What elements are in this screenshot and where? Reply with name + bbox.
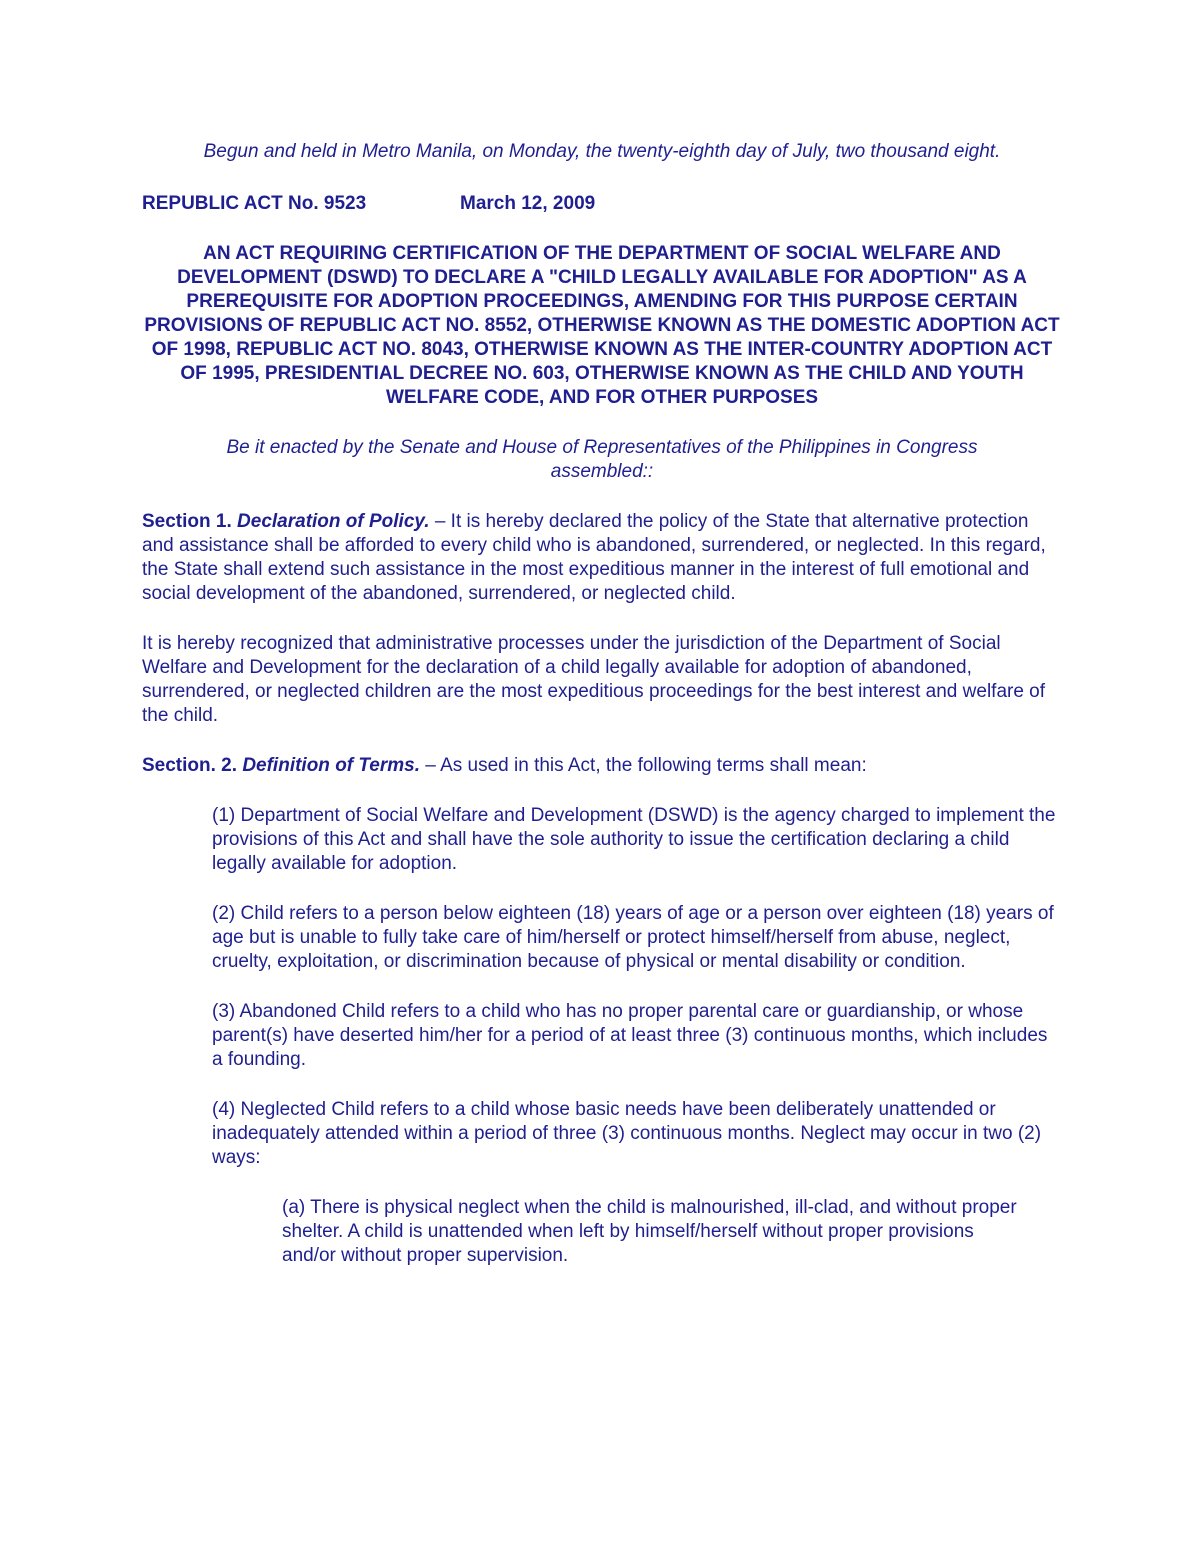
act-header: [142, 192, 1062, 216]
definition-item-1: (1) Department of Social Welfare and Development (DSWD) is the agency charged to implement the provisions of this Act and shall have the sole authority to issue the certification declaring a child legally available for adoption.: [212, 805, 1056, 874]
act-number: REPUBLIC ACT No. 9523: [142, 193, 367, 214]
section-2-paragraph: [142, 754, 1062, 778]
opening-clause: Begun and held in Metro Manila, on Monday, the twenty-eighth day of July, two thousand eight.: [203, 141, 1001, 162]
definition-item-3: (3) Abandoned Child refers to a child who has no proper parental care or guardianship, or whose parent(s) have deserted him/her for a period of at least three (3) continuous months, which includes a founding.: [212, 1001, 1048, 1070]
definition-subitem-a: (a) There is physical neglect when the child is malnourished, ill-clad, and without proper shelter. A child is unattended when left by himself/herself without proper provisions and/or without proper supervision.: [282, 1197, 1017, 1266]
section-1-text: – It is hereby declared the policy of the State that alternative protection and assistance shall be afforded to every child who is abandoned, surrendered, or neglected. In this regard, the State shall extend such assistance in the most expeditious manner in the interest of full emotional and social development of the abandoned, surrendered, or neglected child.: [142, 511, 1046, 604]
document-page: [142, 140, 1062, 1268]
act-date: March 12, 2009: [460, 193, 596, 214]
section-1-title: Declaration of Policy.: [237, 511, 430, 532]
section-1-heading: Section 1.: [142, 511, 232, 532]
act-title: AN ACT REQUIRING CERTIFICATION OF THE DEPARTMENT OF SOCIAL WELFARE AND DEVELOPMENT (DSWD) TO DECLARE A "CHILD LEGALLY AVAILABLE FOR ADOPTION" AS A PREREQUISITE FOR ADOPTION PROCEEDINGS, AMENDING FOR THIS PURPOSE CERTAIN PROVISIONS OF REPUBLIC ACT NO. 8552, OTHERWISE KNOWN AS THE DOMESTIC ADOPTION ACT OF 1998, REPUBLIC ACT NO. 8043, OTHERWISE KNOWN AS THE INTER-COUNTRY ADOPTION ACT OF 1995, PRESIDENTIAL DECREE NO. 603, OTHERWISE KNOWN AS THE CHILD AND YOUTH WELFARE CODE, AND FOR OTHER PURPOSES: [144, 243, 1060, 408]
section-2-heading: Section. 2.: [142, 755, 238, 776]
section-2-text: – As used in this Act, the following terms shall mean:: [420, 755, 867, 776]
definition-item-2: (2) Child refers to a person below eighteen (18) years of age or a person over eighteen (18) years of age but is unable to fully take care of him/herself or protect himself/herself from abuse, neglect, cruelty, exploitation, or discrimination because of physical or mental disability or condition.: [212, 903, 1054, 972]
section-1-paragraph-2: It is hereby recognized that administrative processes under the jurisdiction of the Department of Social Welfare and Development for the declaration of a child legally available for adoption of abandoned, surrendered, or neglected children are the most expeditious proceedings for the best interest and welfare of the child.: [142, 633, 1046, 726]
definition-item-4: (4) Neglected Child refers to a child whose basic needs have been deliberately unattended or inadequately attended within a period of three (3) continuous months. Neglect may occur in two (2) ways:: [212, 1099, 1042, 1168]
enacting-clause: Be it enacted by the Senate and House of Representatives of the Philippines in Congress assembled::: [226, 437, 978, 482]
section-2-title: Definition of Terms.: [242, 755, 421, 776]
section-1-paragraph: [142, 510, 1062, 606]
